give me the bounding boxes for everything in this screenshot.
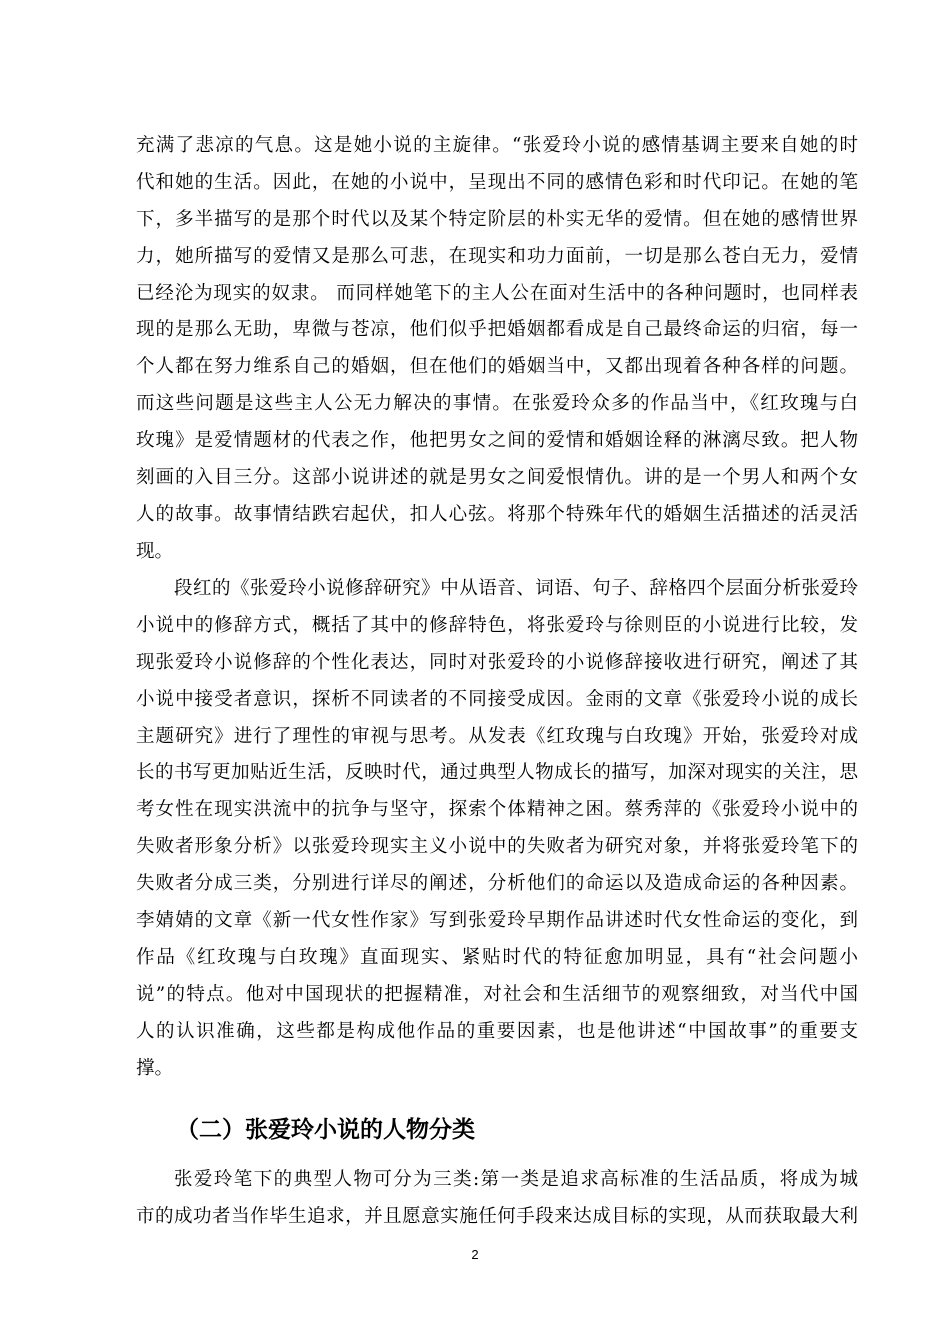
text-line: 段红的《张爱玲小说修辞研究》中从语音、词语、句子、辞格四个层面分析张爱玲: [174, 578, 858, 599]
text-line: 人的故事。故事情结跌宕起伏，扣人心弦。将那个特殊年代的婚姻生活描述的活灵活: [136, 503, 858, 525]
text-line: 市的成功者当作毕生追求，并且愿意实施任何手段来达成目标的实现，从而获取最大利: [136, 1205, 858, 1227]
text-line: 个人都在努力维系自己的婚姻，但在他们的婚姻当中，又都出现着各种各样的问题。: [136, 356, 858, 378]
text-line: 小说中的修辞方式，概括了其中的修辞特色，将张爱玲与徐则臣的小说进行比较，发: [136, 614, 858, 636]
text-line: 小说中接受者意识，探析不同读者的不同接受成因。金雨的文章《张爱玲小说的成长: [136, 688, 858, 710]
text-line: 充满了悲凉的气息。这是她小说的主旋律。“张爱玲小说的感情基调主要来自她的时: [136, 135, 858, 156]
text-line: 李婧婧的文章《新一代女性作家》写到张爱玲早期作品讲述时代女性命运的变化，到: [136, 910, 858, 932]
paragraph-1: [136, 128, 858, 571]
text-line: 现。: [136, 540, 174, 562]
text-line: 力，她所描写的爱情又是那么可悲，在现实和功力面前，一切是那么苍白无力，爱情: [136, 245, 858, 267]
page-number: 2: [471, 1247, 479, 1262]
text-line: 张爱玲笔下的典型人物可分为三类:第一类是追求高标准的生活品质，将成为城: [174, 1169, 858, 1190]
text-line: 现张爱玲小说修辞的个性化表达，同时对张爱玲的小说修辞接收进行研究，阐述了其: [136, 651, 858, 673]
text-line: 刻画的入目三分。这部小说讲述的就是男女之间爱恨情仇。讲的是一个男人和两个女: [136, 467, 858, 489]
text-line: 而这些问题是这些主人公无力解决的事情。在张爱玲众多的作品当中，《红玫瑰与白: [136, 393, 858, 415]
text-line: 撑。: [136, 1057, 174, 1079]
paragraph-3: [136, 1162, 858, 1236]
text-line: 说”的特点。他对中国现状的把握精准，对社会和生活细节的观察细致，对当代中国: [136, 983, 858, 1005]
text-line: 人的认识准确，这些都是构成他作品的重要因素，也是他讲述“中国故事”的重要支: [136, 1020, 858, 1042]
text-line: 作品《红玫瑰与白玫瑰》直面现实、紧贴时代的特征愈加明显，具有“社会问题小: [136, 946, 858, 968]
text-line: 失败者形象分析》以张爱玲现实主义小说中的失败者为研究对象，并将张爱玲笔下的: [136, 836, 858, 858]
section-heading: （二）张爱玲小说的人物分类: [176, 1117, 475, 1143]
text-line: 已经沦为现实的奴隶。 而同样她笔下的主人公在面对生活中的各种问题时，也同样表: [136, 282, 858, 304]
text-line: 现的是那么无助，卑微与苍凉，他们似乎把婚姻都看成是自己最终命运的归宿，每一: [136, 319, 858, 341]
text-line: 失败者分成三类，分别进行详尽的阐述，分析他们的命运以及造成命运的各种因素。: [136, 873, 858, 895]
text-line: 考女性在现实洪流中的抗争与坚守，探索个体精神之困。蔡秀萍的《张爱玲小说中的: [136, 799, 858, 821]
text-line: 代和她的生活。因此，在她的小说中，呈现出不同的感情色彩和时代印记。在她的笔: [136, 171, 858, 193]
text-line: 主题研究》进行了理性的审视与思考。从发表《红玫瑰与白玫瑰》开始，张爱玲对成: [136, 725, 858, 747]
text-line: 玫瑰》是爱情题材的代表之作，他把男女之间的爱情和婚姻诠释的淋漓尽致。把人物: [136, 430, 858, 452]
text-line: 长的书写更加贴近生活，反映时代，通过典型人物成长的描写，加深对现实的关注，思: [136, 762, 858, 784]
paragraph-2: [136, 571, 858, 1087]
text-line: 下，多半描写的是那个时代以及某个特定阶层的朴实无华的爱情。但在她的感情世界: [136, 208, 858, 230]
